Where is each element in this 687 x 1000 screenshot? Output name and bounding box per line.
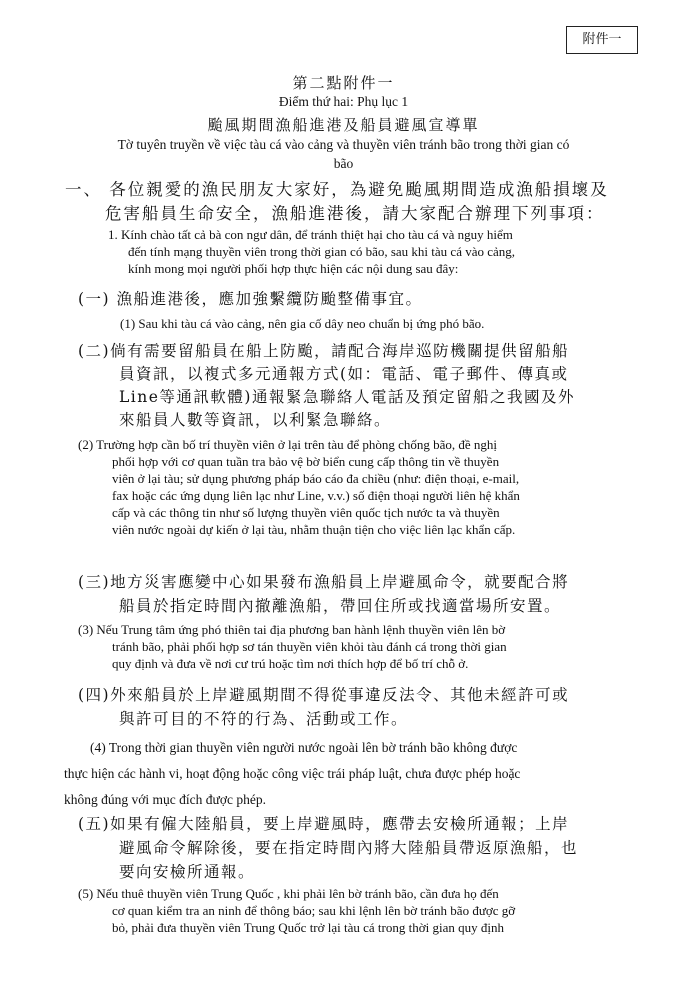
item2-zh-line-3: Line等通訊軟體)通報緊急聯絡人電話及預定留船之我國及外 xyxy=(119,388,575,406)
item5-vi-line-3: bỏ, phải đưa thuyền viên Trung Quốc trở lại tàu cá trong thời gian quy định xyxy=(112,920,504,935)
item5-vi-line-2: cơ quan kiểm tra an ninh để thông báo; sau khi lệnh lên bờ tránh bão được gỡ xyxy=(112,903,516,918)
section1-vi-line-3: kính mong mọi người phối hợp thực hiện các nội dung sau đây: xyxy=(128,261,459,276)
item2-vi-line-3: viên ở lại tàu; sử dụng phương pháp báo cáo đa chiều (như: điện thoại, e-mail, xyxy=(112,471,520,486)
item3-vi-line-1: (3) Nếu Trung tâm ứng phó thiên tai địa phương ban hành lệnh thuyền viên lên bờ xyxy=(78,622,506,637)
item3-zh-line-2: 船員於指定時間內撤離漁船，帶回住所或找適當場所安置。 xyxy=(119,597,562,615)
item3-vi-line-3: quy định và đưa về nơi cư trú hoặc tìm nơi thích hợp để bố trí chỗ ở. xyxy=(112,656,469,671)
item3-vi-line-2: tránh bão, phải phối hợp sơ tán thuyền viên khỏi tàu đánh cá trong thời gian xyxy=(112,639,507,654)
item2-zh-line-1: (二)倘有需要留船員在船上防颱，請配合海岸巡防機關提供留船船 xyxy=(78,342,570,360)
item3-zh-line-1: (三)地方災害應變中心如果發布漁船員上岸避風命令，就要配合將 xyxy=(78,573,570,591)
subtitle-vi-line-2: bão xyxy=(333,156,354,171)
item2-vi-line-6: viên nước ngoài dự kiến ở lại tàu, nhằm thuận tiện cho việc liên lạc khẩn cấp. xyxy=(112,522,516,537)
item1-vi-line-1: (1) Sau khi tàu cá vào cảng, nên gia cố dây neo chuẩn bị ứng phó bão. xyxy=(120,316,485,331)
item4-vi-line-1: (4) Trong thời gian thuyền viên người nước ngoài lên bờ tránh bão không được xyxy=(90,740,518,755)
item2-vi-line-1: (2) Trường hợp cần bố trí thuyền viên ở lại trên tàu để phòng chống bão, đề nghị xyxy=(78,437,498,452)
item2-vi-line-4: fax hoặc các ứng dụng liên lạc như Line, v.v.) số điện thoại người liên hệ khẩn xyxy=(112,488,520,503)
item2-zh-line-4: 來船員人數等資訊，以利緊急聯絡。 xyxy=(119,411,392,429)
title-zh: 第二點附件一 xyxy=(292,74,395,92)
item2-vi-line-2: phối hợp với cơ quan tuần tra bảo vệ bờ biển cung cấp thông tin về thuyền xyxy=(112,454,500,469)
item4-zh-line-1: (四)外來船員於上岸避風期間不得從事違反法令、其他未經許可或 xyxy=(78,686,570,704)
section1-zh-line-2: 危害船員生命安全，漁船進港後，請大家配合辦理下列事項： xyxy=(105,204,605,223)
item5-zh-line-2: 避風命令解除後，要在指定時間內將大陸船員帶返原漁船，也 xyxy=(119,839,579,857)
section1-zh-line-1: 一、 各位親愛的漁民朋友大家好，為避免颱風期間造成漁船損壞及 xyxy=(65,180,609,199)
item4-zh-line-2: 與許可目的不符的行為、活動或工作。 xyxy=(119,710,409,728)
subtitle-vi-line-1: Tờ tuyên truyền về việc tàu cá vào cảng và thuyền viên tránh bão trong thời gian có xyxy=(117,137,570,152)
title-vi: Điểm thứ hai: Phụ lục 1 xyxy=(278,94,409,109)
section1-vi-line-2: đến tính mạng thuyền viên trong thời gian có bão, sau khi tàu cá vào cảng, xyxy=(128,244,516,259)
item4-vi-line-3: không đúng với mục đích được phép. xyxy=(64,792,266,807)
item2-vi-line-5: cấp và các thông tin như số lượng thuyền viên quốc tịch nước ta và thuyền xyxy=(112,505,500,520)
item5-zh-line-1: (五)如果有僱大陸船員，要上岸避風時，應帶去安檢所通報；上岸 xyxy=(78,815,570,833)
item2-zh-line-2: 員資訊，以複式多元通報方式(如：電話、電子郵件、傳真或 xyxy=(119,365,569,383)
item1-zh-line-1: (一) 漁船進港後，應加強繫纜防颱整備事宜。 xyxy=(78,290,423,308)
item5-zh-line-3: 要向安檢所通報。 xyxy=(119,863,256,881)
subtitle-zh: 颱風期間漁船進港及船員避風宣導單 xyxy=(207,116,480,134)
section1-vi-line-1: 1. Kính chào tất cả bà con ngư dân, để tránh thiệt hại cho tàu cá và nguy hiểm xyxy=(108,227,513,242)
attachment-label: 附件一 xyxy=(566,26,638,54)
item4-vi-line-2: thực hiện các hành vi, hoạt động hoặc công việc trái pháp luật, chưa được phép hoặc xyxy=(64,766,521,781)
item5-vi-line-1: (5) Nếu thuê thuyền viên Trung Quốc , khi phải lên bờ tránh bão, cần đưa họ đến xyxy=(78,886,499,901)
